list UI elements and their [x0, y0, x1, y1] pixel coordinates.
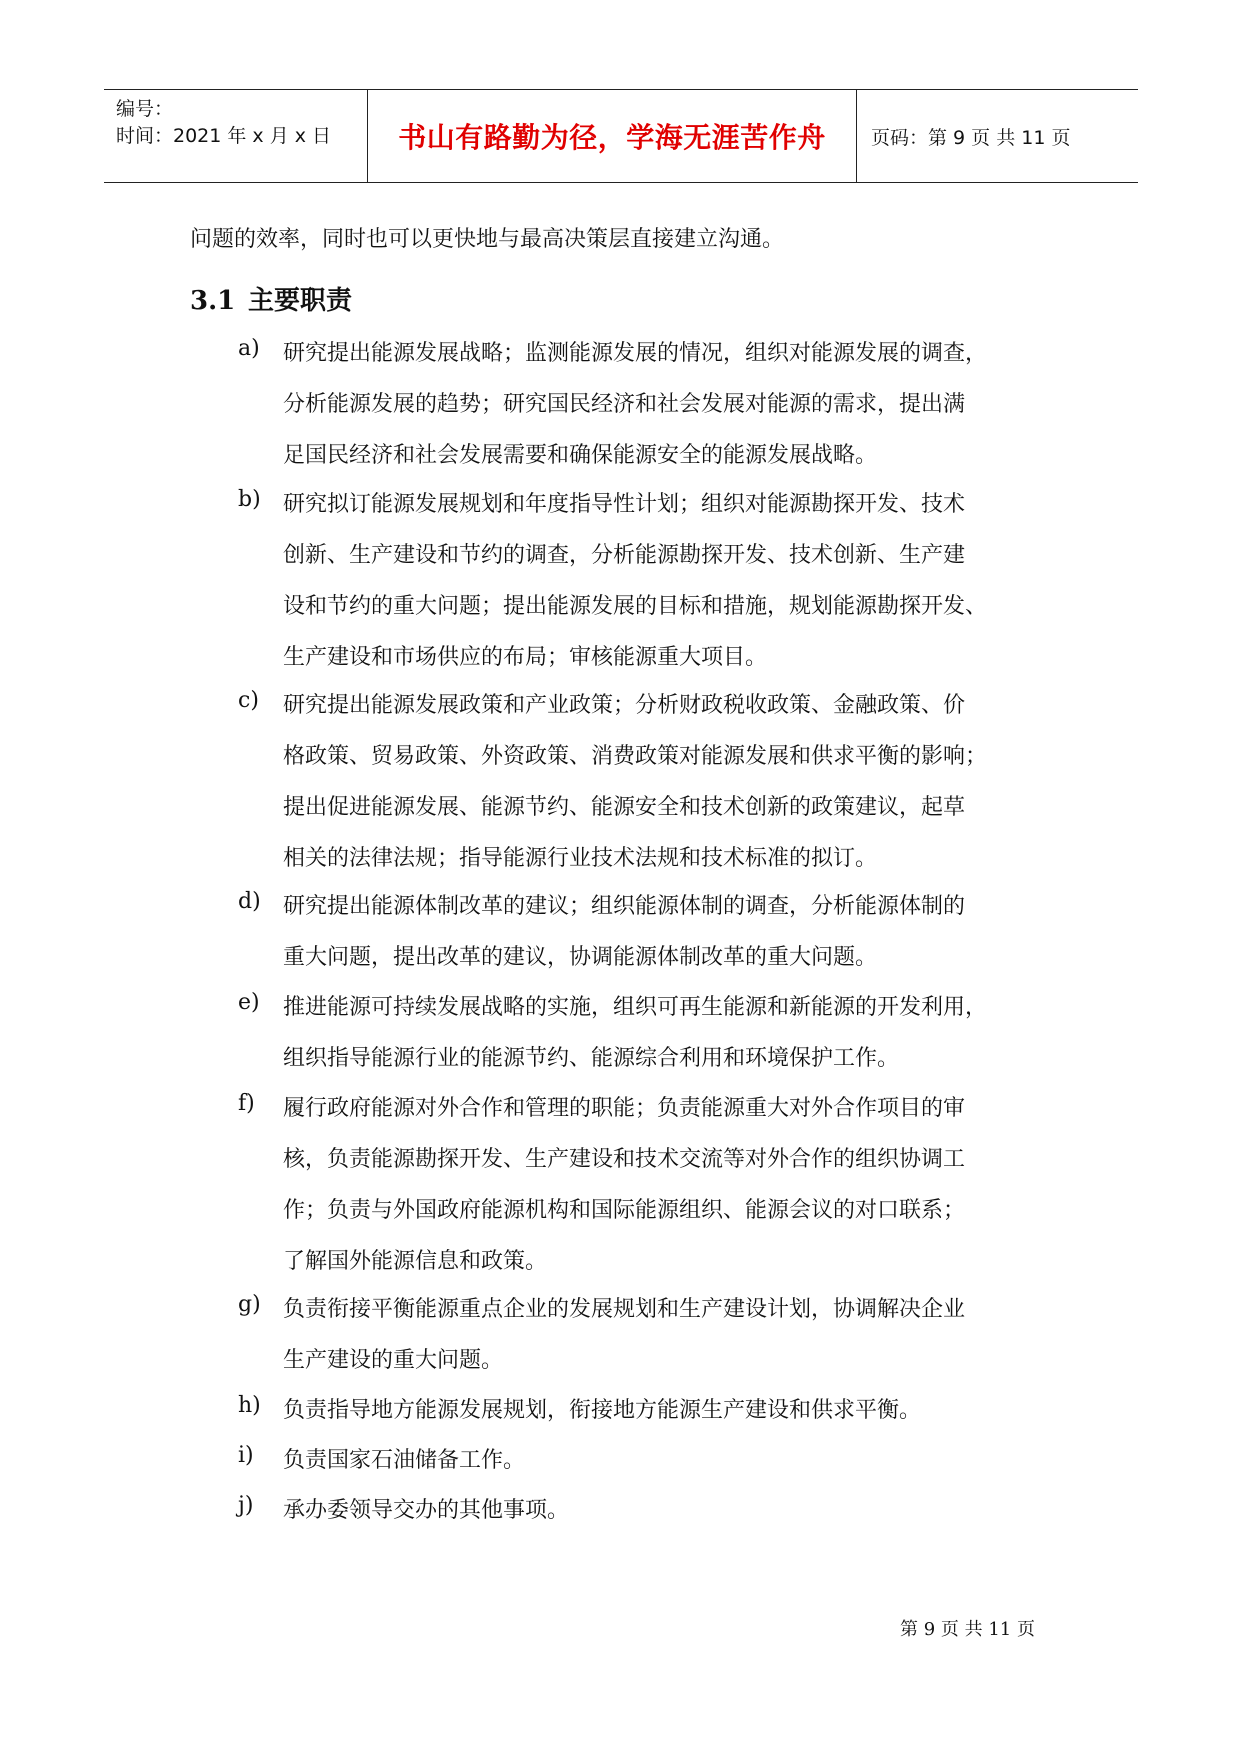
list-item-text-line: 负责衔接平衡能源重点企业的发展规划和生产建设计划，协调解决企业 — [283, 1297, 966, 1322]
list-item-text-line: 提出促进能源发展、能源节约、能源安全和技术创新的政策建议，起草 — [283, 795, 966, 820]
list-item-label: b) — [238, 487, 261, 512]
list-item-label: g) — [238, 1292, 261, 1317]
list-item-text-line: 相关的法律法规；指导能源行业技术法规和技术标准的拟订。 — [283, 846, 878, 871]
header-meta — [104, 90, 368, 182]
header-page-number: 页码：第 9 页 共 11 页 — [871, 126, 1071, 149]
list-item-text-line: 作；负责与外国政府能源机构和国际能源组织、能源会议的对口联系； — [283, 1198, 966, 1223]
intro-paragraph: 问题的效率，同时也可以更快地与最高决策层直接建立沟通。 — [190, 227, 785, 252]
list-item-text-line: 负责国家石油储备工作。 — [283, 1448, 526, 1473]
page-footer: 第 9 页 共 11 页 — [900, 1619, 1035, 1640]
list-item-label: e) — [238, 990, 260, 1015]
list-item-text-line: 负责指导地方能源发展规划，衔接地方能源生产建设和供求平衡。 — [283, 1398, 922, 1423]
list-item-text-line: 核，负责能源勘探开发、生产建设和技术交流等对外合作的组织协调工 — [283, 1147, 966, 1172]
list-item-text-line: 格政策、贸易政策、外资政策、消费政策对能源发展和供求平衡的影响； — [283, 744, 988, 769]
list-item-text-line: 生产建设和市场供应的布局；审核能源重大项目。 — [283, 645, 768, 670]
list-item-label: a) — [238, 336, 260, 361]
list-item-text-line: 重大问题，提出改革的建议，协调能源体制改革的重大问题。 — [283, 945, 878, 970]
document-time-label: 时间：2021 年 x 月 x 日 — [116, 125, 332, 147]
list-item-text-line: 足国民经济和社会发展需要和确保能源安全的能源发展战略。 — [283, 443, 878, 468]
list-item-label: j) — [238, 1493, 254, 1518]
list-item-text-line: 组织指导能源行业的能源节约、能源综合利用和环境保护工作。 — [283, 1046, 900, 1071]
list-item-label: c) — [238, 688, 259, 713]
list-item-text-line: 创新、生产建设和节约的调查，分析能源勘探开发、技术创新、生产建 — [283, 543, 966, 568]
list-item-label: i) — [238, 1443, 254, 1468]
list-item-label: f) — [238, 1091, 255, 1116]
list-item-text-line: 生产建设的重大问题。 — [283, 1348, 504, 1373]
list-item-text-line: 研究提出能源体制改革的建议；组织能源体制的调查，分析能源体制的 — [283, 894, 966, 919]
section-number: 3.1 — [190, 286, 236, 316]
list-item-text-line: 研究提出能源发展政策和产业政策；分析财政税收政策、金融政策、价 — [283, 693, 966, 718]
document-number-label: 编号： — [116, 98, 174, 120]
list-item-text-line: 研究提出能源发展战略；监测能源发展的情况，组织对能源发展的调查， — [283, 341, 988, 366]
page-header — [104, 89, 1138, 183]
list-item-text-line: 研究拟订能源发展规划和年度指导性计划；组织对能源勘探开发、技术 — [283, 492, 966, 517]
header-motto: 书山有路勤为径，学海无涯苦作舟 — [368, 90, 857, 182]
list-item-label: d) — [238, 889, 261, 914]
list-item-text-line: 设和节约的重大问题；提出能源发展的目标和措施，规划能源勘探开发、 — [283, 594, 988, 619]
list-item-text-line: 了解国外能源信息和政策。 — [283, 1249, 548, 1274]
list-item-text-line: 推进能源可持续发展战略的实施，组织可再生能源和新能源的开发利用， — [283, 995, 988, 1020]
section-title: 主要职责 — [248, 286, 353, 316]
list-item-text-line: 承办委领导交办的其他事项。 — [283, 1498, 570, 1523]
list-item-label: h) — [238, 1393, 261, 1418]
list-item-text-line: 履行政府能源对外合作和管理的职能；负责能源重大对外合作项目的审 — [283, 1096, 966, 1121]
list-item-text-line: 分析能源发展的趋势；研究国民经济和社会发展对能源的需求，提出满 — [283, 392, 966, 417]
section-heading — [190, 280, 352, 317]
